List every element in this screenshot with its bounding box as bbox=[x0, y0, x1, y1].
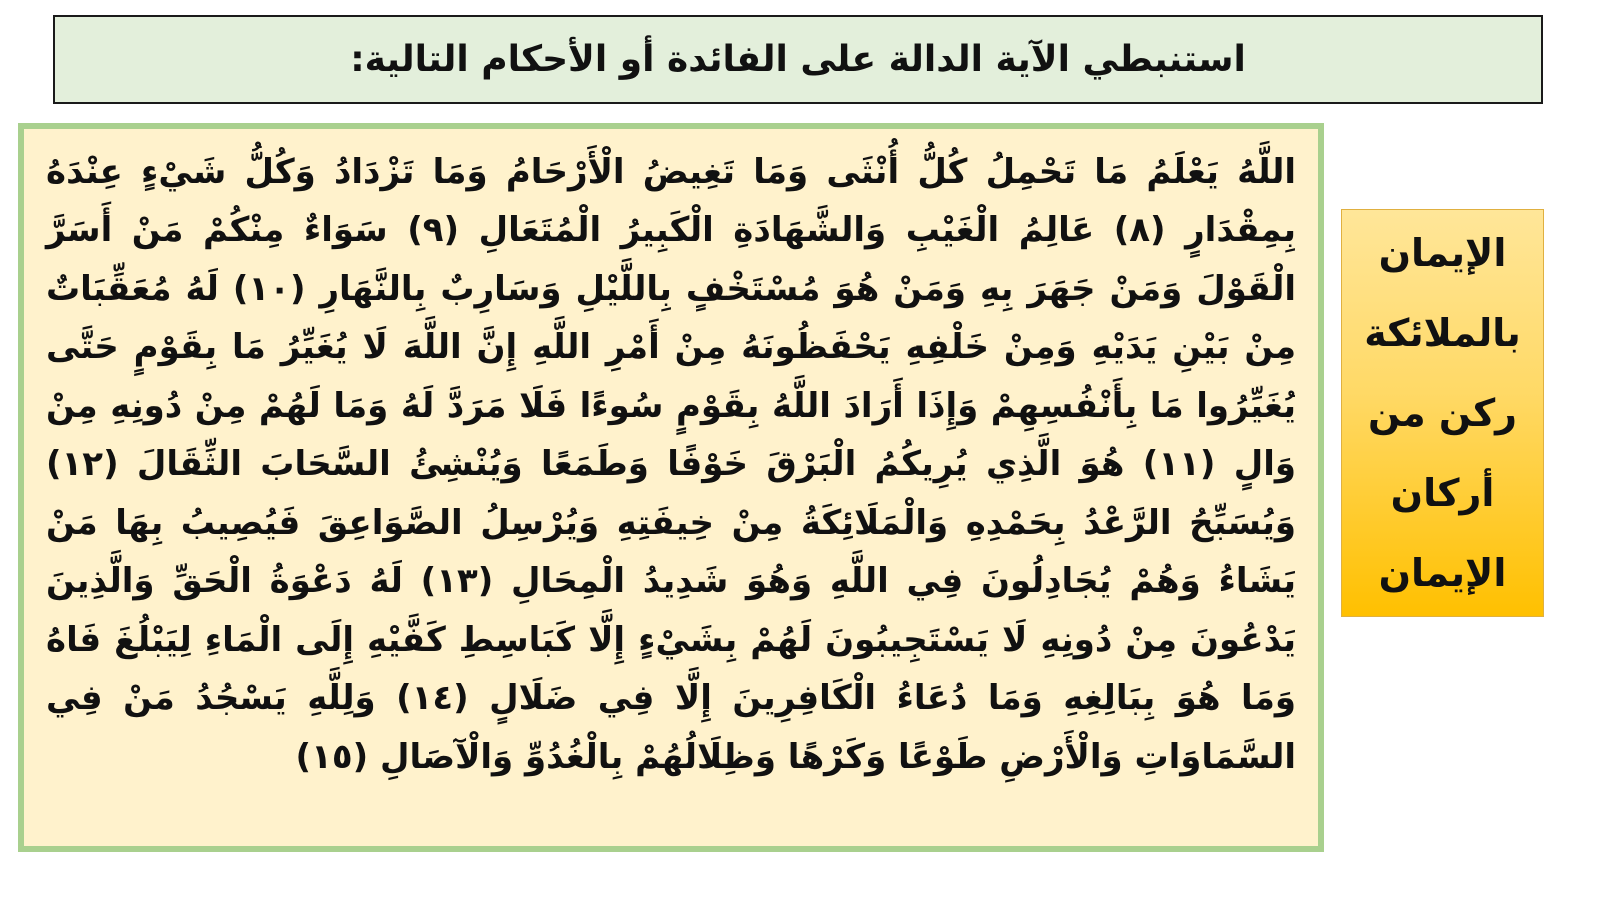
side-label-line-4: أركان bbox=[1390, 471, 1495, 515]
side-label-line-2: بالملائكة bbox=[1364, 311, 1521, 355]
heading-box bbox=[53, 15, 1543, 104]
side-label-line-5: الإيمان bbox=[1378, 551, 1507, 595]
heading-title: استنبطي الآية الدالة على الفائدة أو الأحكام التالية: bbox=[350, 39, 1246, 80]
passage-box bbox=[18, 123, 1324, 852]
passage-text: اللَّهُ يَعْلَمُ مَا تَحْمِلُ كُلُّ أُنْثَى وَمَا تَغِيضُ الْأَرْحَامُ وَمَا تَزْدَادُ وَكُلُّ شَيْءٍ عِنْدَهُ بِمِقْدَارٍ (٨) عَالِمُ الْغَيْبِ وَالشَّهَادَةِ الْكَبِيرُ الْمُتَعَالِ (٩) سَوَاءٌ مِنْكُمْ مَنْ أَسَرَّ الْقَوْلَ وَمَنْ جَهَرَ بِهِ وَمَنْ هُوَ مُسْتَخْفٍ بِاللَّيْلِ وَسَارِبٌ بِالنَّهَارِ (١٠) لَهُ مُعَقِّبَاتٌ مِنْ بَيْنِ يَدَيْهِ وَمِنْ خَلْفِهِ يَحْفَظُونَهُ مِنْ أَمْرِ اللَّهِ إِنَّ اللَّهَ لَا يُغَيِّرُ مَا بِقَوْمٍ حَتَّى يُغَيِّرُوا مَا بِأَنْفُسِهِمْ وَإِذَا أَرَادَ اللَّهُ بِقَوْمٍ سُوءًا فَلَا مَرَدَّ لَهُ وَمَا لَهُمْ مِنْ دُونِهِ مِنْ وَالٍ (١١) هُوَ الَّذِي يُرِيكُمُ الْبَرْقَ خَوْفًا وَطَمَعًا وَيُنْشِئُ السَّحَابَ الثِّقَالَ (١٢) وَيُسَبِّحُ الرَّعْدُ بِحَمْدِهِ وَالْمَلَائِكَةُ مِنْ خِيفَتِهِ وَيُرْسِلُ الصَّوَاعِقَ فَيُصِيبُ بِهَا مَنْ يَشَاءُ وَهُمْ يُجَادِلُونَ فِي اللَّهِ وَهُوَ شَدِيدُ الْمِحَالِ (١٣) لَهُ دَعْوَةُ الْحَقِّ وَالَّذِينَ يَدْعُونَ مِنْ دُونِهِ لَا يَسْتَجِيبُونَ لَهُمْ بِشَيْءٍ إِلَّا كَبَاسِطِ كَفَّيْهِ إِلَى الْمَاءِ لِيَبْلُغَ فَاهُ وَمَا هُوَ بِبَالِغِهِ وَمَا دُعَاءُ الْكَافِرِينَ إِلَّا فِي ضَلَالٍ (١٤) وَلِلَّهِ يَسْجُدُ مَنْ فِي السَّمَاوَاتِ وَالْأَرْضِ طَوْعًا وَكَرْهًا وَظِلَالُهُمْ بِالْغُدُوِّ وَالْآصَالِ (١٥) bbox=[46, 152, 1297, 777]
side-label-box bbox=[1341, 209, 1544, 617]
side-label-line-1: الإيمان bbox=[1378, 231, 1507, 275]
side-label-line-3: ركن من bbox=[1367, 391, 1518, 435]
side-label-text bbox=[1346, 213, 1539, 613]
